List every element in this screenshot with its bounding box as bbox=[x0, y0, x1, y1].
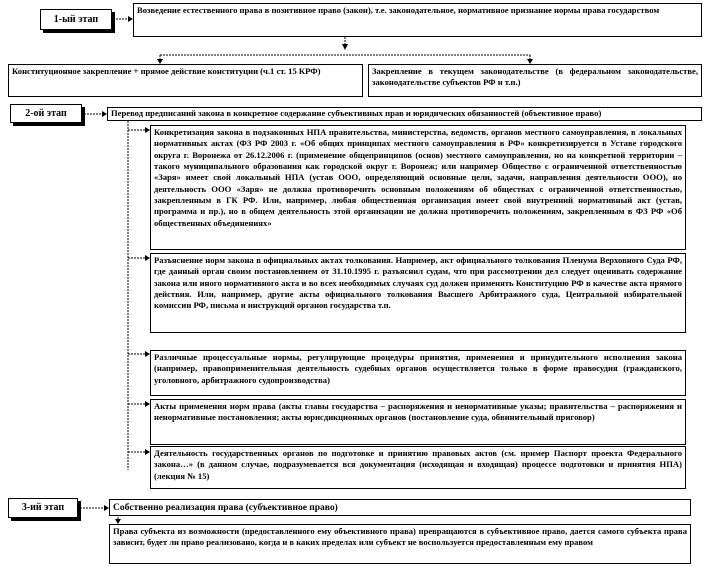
stage3-label-text: 3-ий этап bbox=[21, 502, 65, 513]
stage2-item-2 bbox=[150, 253, 686, 333]
stage1-label-text: 1-ый этап bbox=[53, 14, 99, 25]
stage1-left-box-text: Конституционное закрепление + прямое действие конституции (ч.1 ст. 15 КРФ) bbox=[12, 66, 321, 76]
stage3-sub-box bbox=[109, 524, 691, 564]
stage1-label bbox=[40, 9, 112, 30]
stage2-main-box-text: Перевод предписаний закона в конкретное содержание субъективных прав и юридических обязанностей (объективное право) bbox=[111, 108, 602, 118]
stage1-right-box-text: Закрепление в текущем законодательстве (в федеральном законодательстве, законодательстве субъектов РФ и т.п.) bbox=[372, 66, 698, 88]
stage2-item-4 bbox=[150, 399, 686, 445]
stage2-label bbox=[10, 104, 82, 123]
stage2-label-text: 2-ой этап bbox=[25, 108, 67, 119]
stage1-top-box bbox=[133, 3, 702, 37]
stage2-item-2-text: Разъяснение норм закона в официальных актах толкования. Например, акт официального толкования Пленума Верховного Суда РФ, где данный орган своим постановлением от 31.10.1995 г. разъяснил судам, что при рассмотрении дел следует оценивать содержание закона или иного нормативного акта и во всех необходимых случаях суд должен применять Конституцию РФ в качестве акта прямого действия. Или, например, другие акты официального толкования Высшего Арбитражного суда, Центральной избирательной комиссии РФ, письма и инструкций органов государства т.п. bbox=[154, 255, 682, 311]
stage2-item-5 bbox=[150, 446, 686, 489]
stage2-item-3-text: Различные процессуальные нормы, регулирующие процедуры принятия, применения и принудительного исполнения закона (например, правоприменительная деятельность судебных органов осуществляется только в форме правосудия (гражданского, уголовного, арбитражного судопроизводства) bbox=[154, 352, 682, 385]
stage1-right-box bbox=[368, 64, 702, 97]
stage2-item-3 bbox=[150, 350, 686, 396]
stage1-left-box bbox=[8, 64, 363, 97]
stage3-sub-box-text: Права субъекта из возможности (предоставленного ему объективного права) превращаются в субъективное право, дается самого субъекта права зависит, будет ли право реализовано, когда и в каких пределах или субъект не воспользуется предоставленным ему правом bbox=[113, 526, 687, 548]
stage2-item-1-text: Конкретизация закона в подзаконных НПА правительства, министерства, ведомств, органов местного самоуправления, в локальных нормативных актах (ФЗ РФ 2003 г. «Об общих принципах местного самоуправления в РФ» конкретизируется в Уставе городского округа г. Воронежа от 26.12.2006 г. (применение общепринципов (основ) местного самоуправления, но на конкретной территории – такого муниципального образования как городской округ г. Воронеж; или например Общество с ограниченной ответственностью «Заря» имеет свой локальный НПА (устав ООО, определяющий основные цели, задачи, направления деятельности ООО), но деятельность ООО «Заря» не должна противоречить основным положениям об обществах с ограниченной ответственностью, закрепленным в ГК РФ. Или, например, любая общественная организация имеет свой внутренний нормативный акт (устав, программа и пр.), но в общем деятельность этой организации не должна противоречить положениям, закрепленным в ФЗ РФ «Об общественных объединениях» bbox=[154, 127, 682, 228]
stage3-label bbox=[8, 498, 78, 518]
stage3-main-box-text: Собственно реализация права (субъективное право) bbox=[113, 503, 338, 513]
stage2-item-4-text: Акты применения норм права (акты главы государства – распоряжения и ненормативные указы; правительства – распоряжения и ненормативные постановления; акты юрисдикционных органов (постановление суда, обвинительный приговор) bbox=[154, 401, 682, 423]
stage2-main-box bbox=[107, 107, 702, 121]
stage2-item-1 bbox=[150, 125, 686, 250]
stage3-main-box bbox=[109, 499, 691, 516]
stage1-top-box-text: Возведение естественного права в позитивное право (закон), т.е. законодательное, нормативное признание нормы права государством bbox=[137, 5, 660, 15]
stage2-item-5-text: Деятельность государственных органов по подготовке и принятию правовых актов (см. пример Паспорт проекта Федерального закона…» (в данном случае, подразумевается вся документация (исходящая и входящая) процессе подготовки и принятия НПА) (лекция № 15) bbox=[154, 448, 682, 481]
